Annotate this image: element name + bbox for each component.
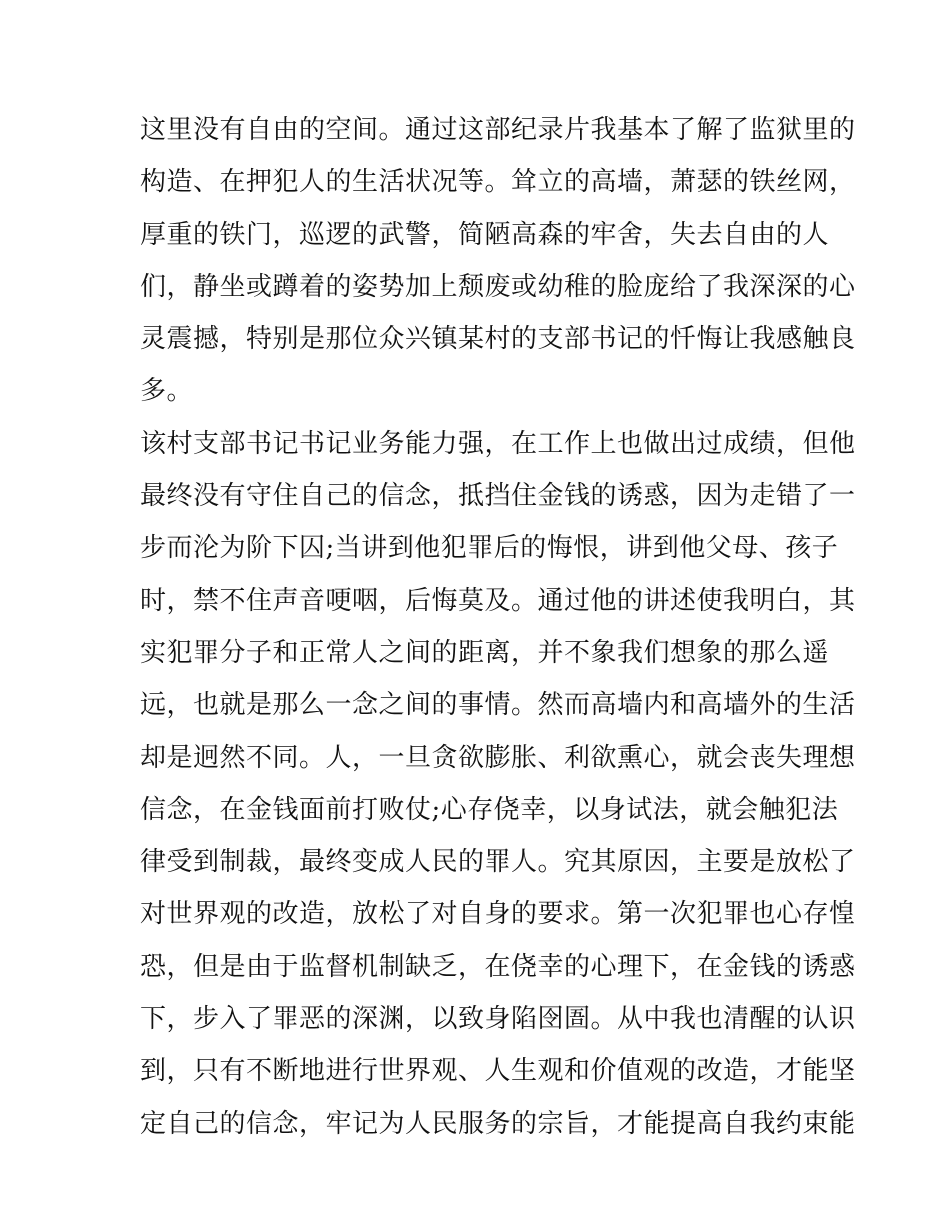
text-line: 时，禁不住声音哽咽，后悔莫及。通过他的讲述使我明白，其 (140, 585, 856, 616)
text-line: 恐，但是由于监督机制缺乏，在侥幸的心理下，在金钱的诱惑 (140, 951, 856, 982)
text-line: 厚重的铁门，巡逻的武警，简陋高森的牢舍，失去自由的人 (140, 219, 830, 250)
text-line: 到，只有不断地进行世界观、人生观和价值观的改造，才能坚 (140, 1056, 856, 1087)
text-line: 灵震撼，特别是那位众兴镇某村的支部书记的忏悔让我感触良 (140, 324, 856, 355)
text-line: 步而沦为阶下囚;当讲到他犯罪后的悔恨，讲到他父母、孩子 (140, 533, 839, 564)
text-line: 实犯罪分子和正常人之间的距离，并不象我们想象的那么遥 (140, 637, 830, 668)
text-line: 却是迥然不同。人，一旦贪欲膨胀、利欲熏心，就会丧失理想 (140, 742, 856, 773)
text-line: 多。 (140, 376, 194, 407)
text-line: 信念，在金钱面前打败仗;心存侥幸，以身试法，就会触犯法 (140, 794, 839, 825)
text-line: 构造、在押犯人的生活状况等。耸立的高墙，萧瑟的铁丝网， (140, 167, 856, 198)
text-line: 对世界观的改造，放松了对自身的要求。第一次犯罪也心存惶 (140, 899, 856, 930)
text-line: 们，静坐或蹲着的姿势加上颓废或幼稚的脸庞给了我深深的心 (140, 271, 856, 302)
text-line: 下，步入了罪恶的深渊，以致身陷囹圄。从中我也清醒的认识 (140, 1004, 856, 1035)
text-line: 这里没有自由的空间。通过这部纪录片我基本了解了监狱里的 (140, 115, 856, 145)
text-line: 远，也就是那么一念之间的事情。然而高墙内和高墙外的生活 (140, 690, 856, 721)
text-line: 律受到制裁，最终变成人民的罪人。究其原因，主要是放松了 (140, 847, 856, 878)
document-body (140, 104, 856, 1150)
text-line: 该村支部书记书记业务能力强，在工作上也做出过成绩，但他 (140, 428, 856, 459)
text-line: 最终没有守住自己的信念，抵挡住金钱的诱惑，因为走错了一 (140, 481, 856, 512)
text-line: 定自己的信念，牢记为人民服务的宗旨，才能提高自我约束能 (140, 1108, 856, 1139)
